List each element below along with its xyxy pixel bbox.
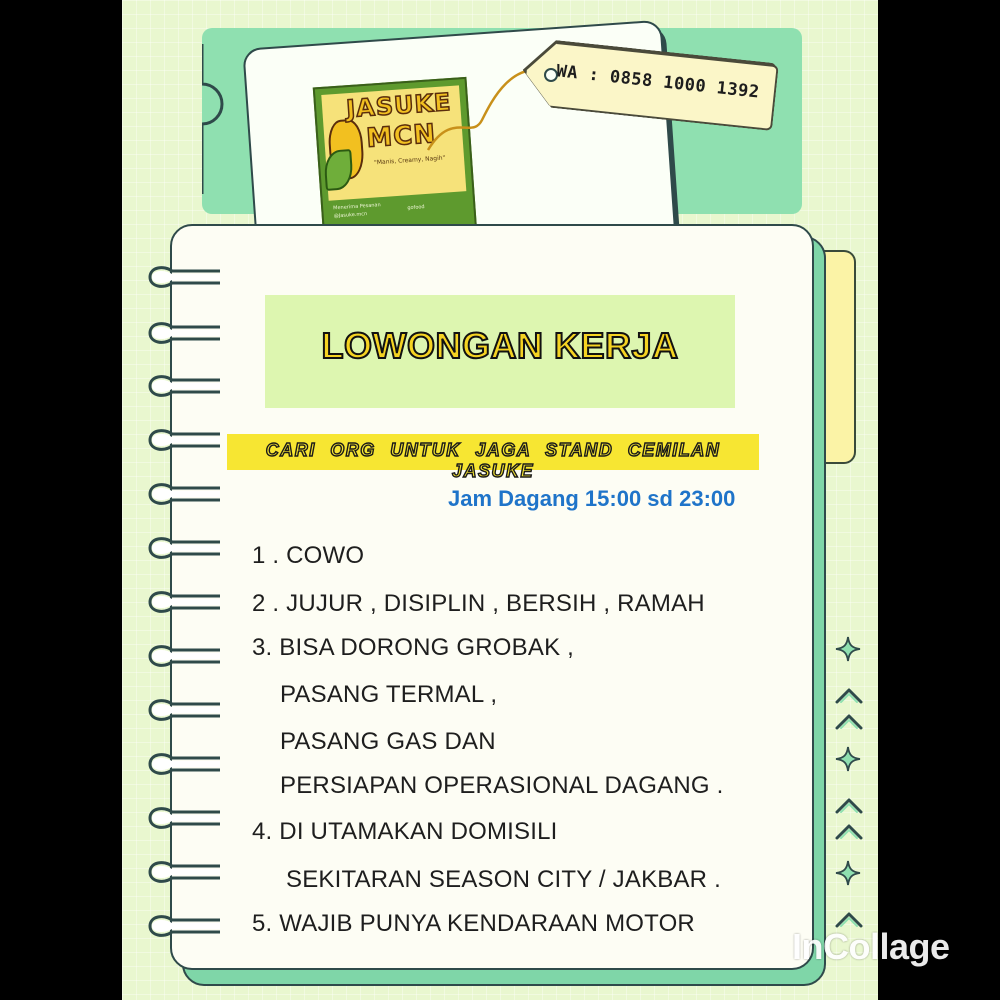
logo-tagline: "Manis, Creamy, Nagih" — [373, 154, 446, 167]
logo-footer-text: Menerima Pesanan @Jasuke.mcn — [333, 202, 381, 220]
requirement-3-line-2: PASANG TERMAL , — [280, 681, 498, 708]
spiral-ring-icon — [142, 857, 222, 887]
spiral-ring-icon — [142, 911, 222, 941]
spiral-ring-icon — [142, 587, 222, 617]
spiral-ring-icon — [142, 749, 222, 779]
spiral-ring-icon — [142, 641, 222, 671]
requirement-4-line-2: SEKITARAN SEASON CITY / JAKBAR . — [286, 866, 721, 893]
subtitle-panel — [227, 434, 759, 481]
requirement-3: 3. BISA DORONG GROBAK , — [252, 634, 575, 661]
subtitle: CARI ORG UNTUK JAGA STAND CEMILAN JASUKE — [265, 440, 721, 481]
requirement-2: 2 . JUJUR , DISIPLIN , BERSIH , RAMAH — [252, 590, 705, 617]
sparkle-icon — [835, 636, 861, 662]
requirement-3-line-3: PASANG GAS DAN — [280, 728, 496, 755]
spiral-ring-icon — [142, 371, 222, 401]
logo-gofood-label: gofood — [407, 204, 425, 212]
chevron-up-icon — [833, 684, 865, 706]
spiral-ring-icon — [142, 803, 222, 833]
spiral-ring-icon — [142, 425, 222, 455]
chevron-up-icon — [833, 794, 865, 816]
logo-word-mcn: MCN — [365, 119, 438, 154]
spiral-ring-icon — [142, 479, 222, 509]
spiral-ring-icon — [142, 318, 222, 348]
chevron-up-icon — [833, 820, 865, 842]
sparkle-icon — [835, 860, 861, 886]
requirement-3-line-4: PERSIAPAN OPERASIONAL DAGANG . — [280, 772, 724, 799]
sparkle-icon — [835, 746, 861, 772]
business-hours: Jam Dagang 15:00 sd 23:00 — [448, 486, 736, 511]
page-title: LOWONGAN KERJA — [321, 325, 679, 366]
spiral-ring-icon — [142, 262, 222, 292]
spiral-ring-icon — [142, 533, 222, 563]
logo-word-jasuke: JASUKE — [345, 87, 453, 124]
incollage-watermark: InCollage — [792, 926, 950, 967]
requirement-1: 1 . COWO — [252, 542, 365, 569]
chevron-up-icon — [833, 710, 865, 732]
title-panel — [265, 295, 735, 408]
requirement-5: 5. WAJIB PUNYA KENDARAAN MOTOR — [252, 910, 695, 937]
poster — [122, 0, 878, 1000]
requirement-4: 4. DI UTAMAKAN DOMISILI — [252, 818, 558, 845]
spiral-ring-icon — [142, 695, 222, 725]
wa-phone-number: WA : 0858 1000 1392 — [555, 61, 761, 103]
